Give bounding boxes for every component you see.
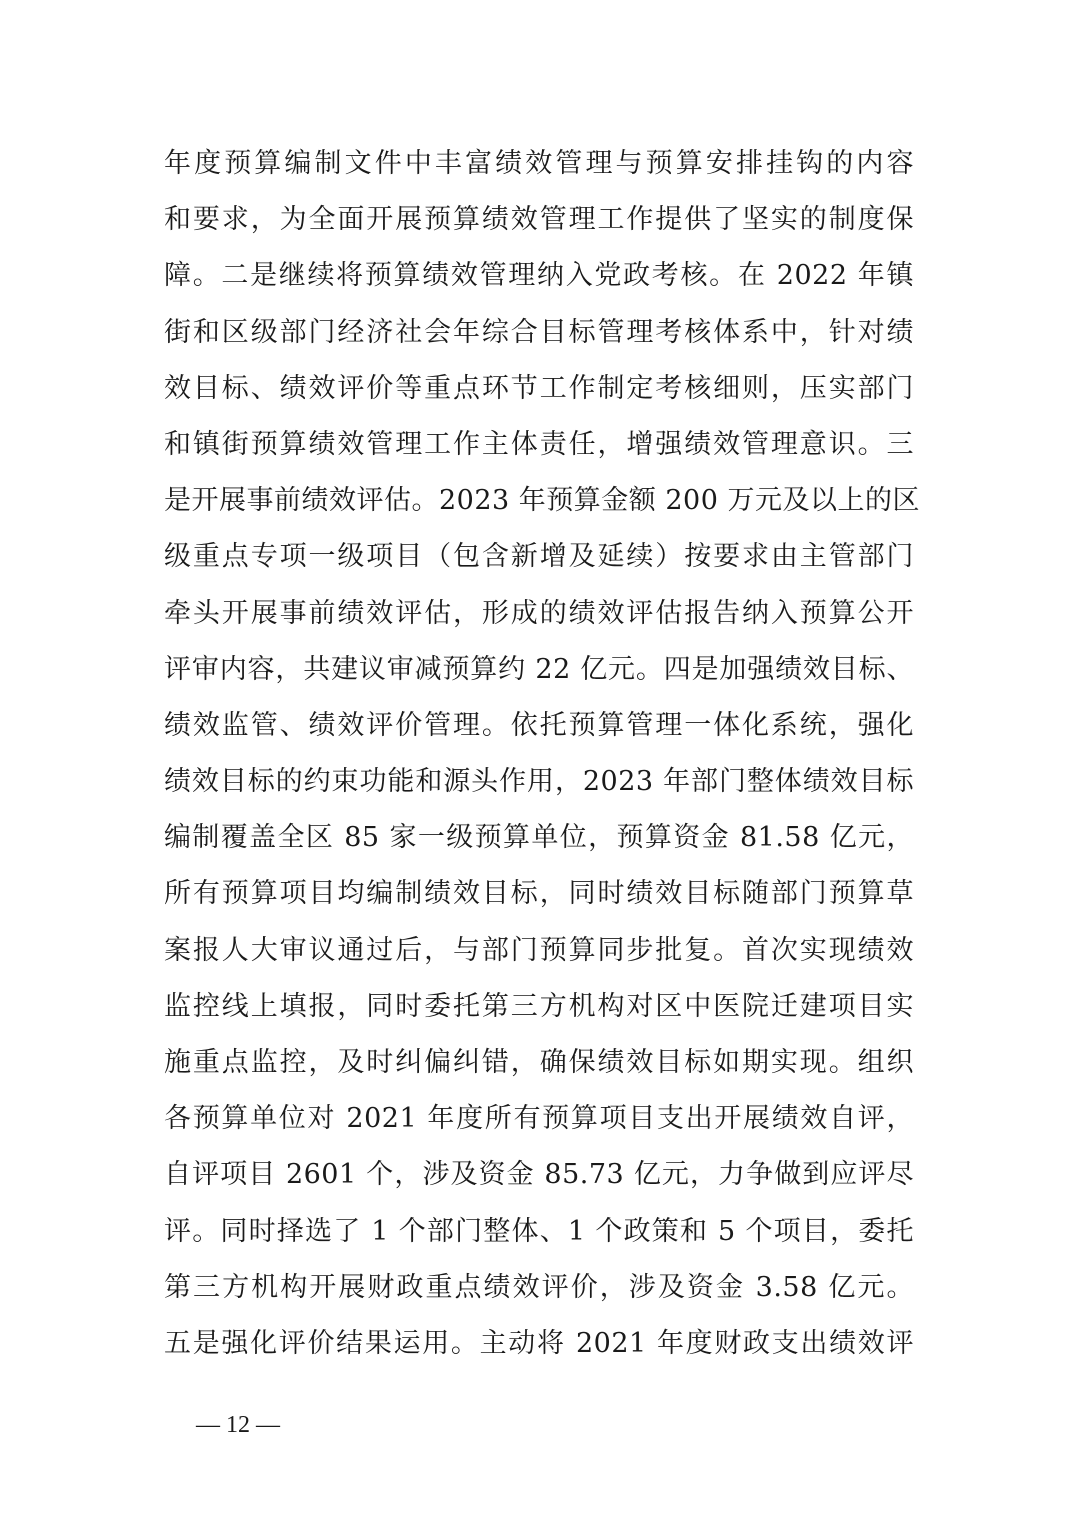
text-line: 各预算单位对 2021 年度所有预算项目支出开展绩效自评， — [164, 1103, 914, 1135]
text-line: 级重点专项一级项目（包含新增及延续）按要求由主管部门 — [164, 541, 914, 573]
text-line: 监控线上填报，同时委托第三方机构对区中医院迁建项目实 — [164, 990, 914, 1022]
text-line: 所有预算项目均编制绩效目标，同时绩效目标随部门预算草 — [164, 878, 914, 910]
text-line: 障。二是继续将预算绩效管理纳入党政考核。在 2022 年镇 — [164, 260, 914, 292]
text-line: 案报人大审议通过后，与部门预算同步批复。首次实现绩效 — [164, 934, 914, 966]
text-line: 施重点监控，及时纠偏纠错，确保绩效目标如期实现。组织 — [164, 1047, 914, 1078]
text-line: 绩效目标的约束功能和源头作用，2023 年部门整体绩效目标 — [164, 766, 914, 798]
page-number: — 12 — — [196, 1412, 280, 1438]
text-line: 绩效监管、绩效评价管理。依托预算管理一体化系统，强化 — [164, 709, 914, 741]
text-line: 和要求，为全面开展预算绩效管理工作提供了坚实的制度保 — [164, 204, 914, 236]
text-line: 评。同时择选了 1 个部门整体、1 个政策和 5 个项目，委托 — [164, 1215, 914, 1247]
text-line: 是开展事前绩效评估。2023 年预算金额 200 万元及以上的区 — [164, 485, 920, 517]
text-line: 效目标、绩效评价等重点环节工作制定考核细则，压实部门 — [164, 372, 914, 404]
text-line: 编制覆盖全区 85 家一级预算单位，预算资金 81.58 亿元， — [164, 822, 914, 854]
text-line: 街和区级部门经济社会年综合目标管理考核体系中，针对绩 — [164, 316, 914, 348]
text-line: 自评项目 2601 个，涉及资金 85.73 亿元，力争做到应评尽 — [164, 1159, 914, 1191]
text-line: 和镇街预算绩效管理工作主体责任，增强绩效管理意识。三 — [164, 428, 914, 460]
text-line: 五是强化评价结果运用。主动将 2021 年度财政支出绩效评 — [164, 1327, 914, 1359]
body-text — [164, 136, 920, 1372]
text-line: 评审内容，共建议审减预算约 22 亿元。四是加强绩效目标、 — [164, 653, 914, 685]
text-line: 牵头开展事前绩效评估，形成的绩效评估报告纳入预算公开 — [164, 597, 914, 629]
text-line: 第三方机构开展财政重点绩效评价，涉及资金 3.58 亿元。 — [164, 1271, 914, 1303]
text-line: 年度预算编制文件中丰富绩效管理与预算安排挂钩的内容 — [164, 148, 914, 179]
